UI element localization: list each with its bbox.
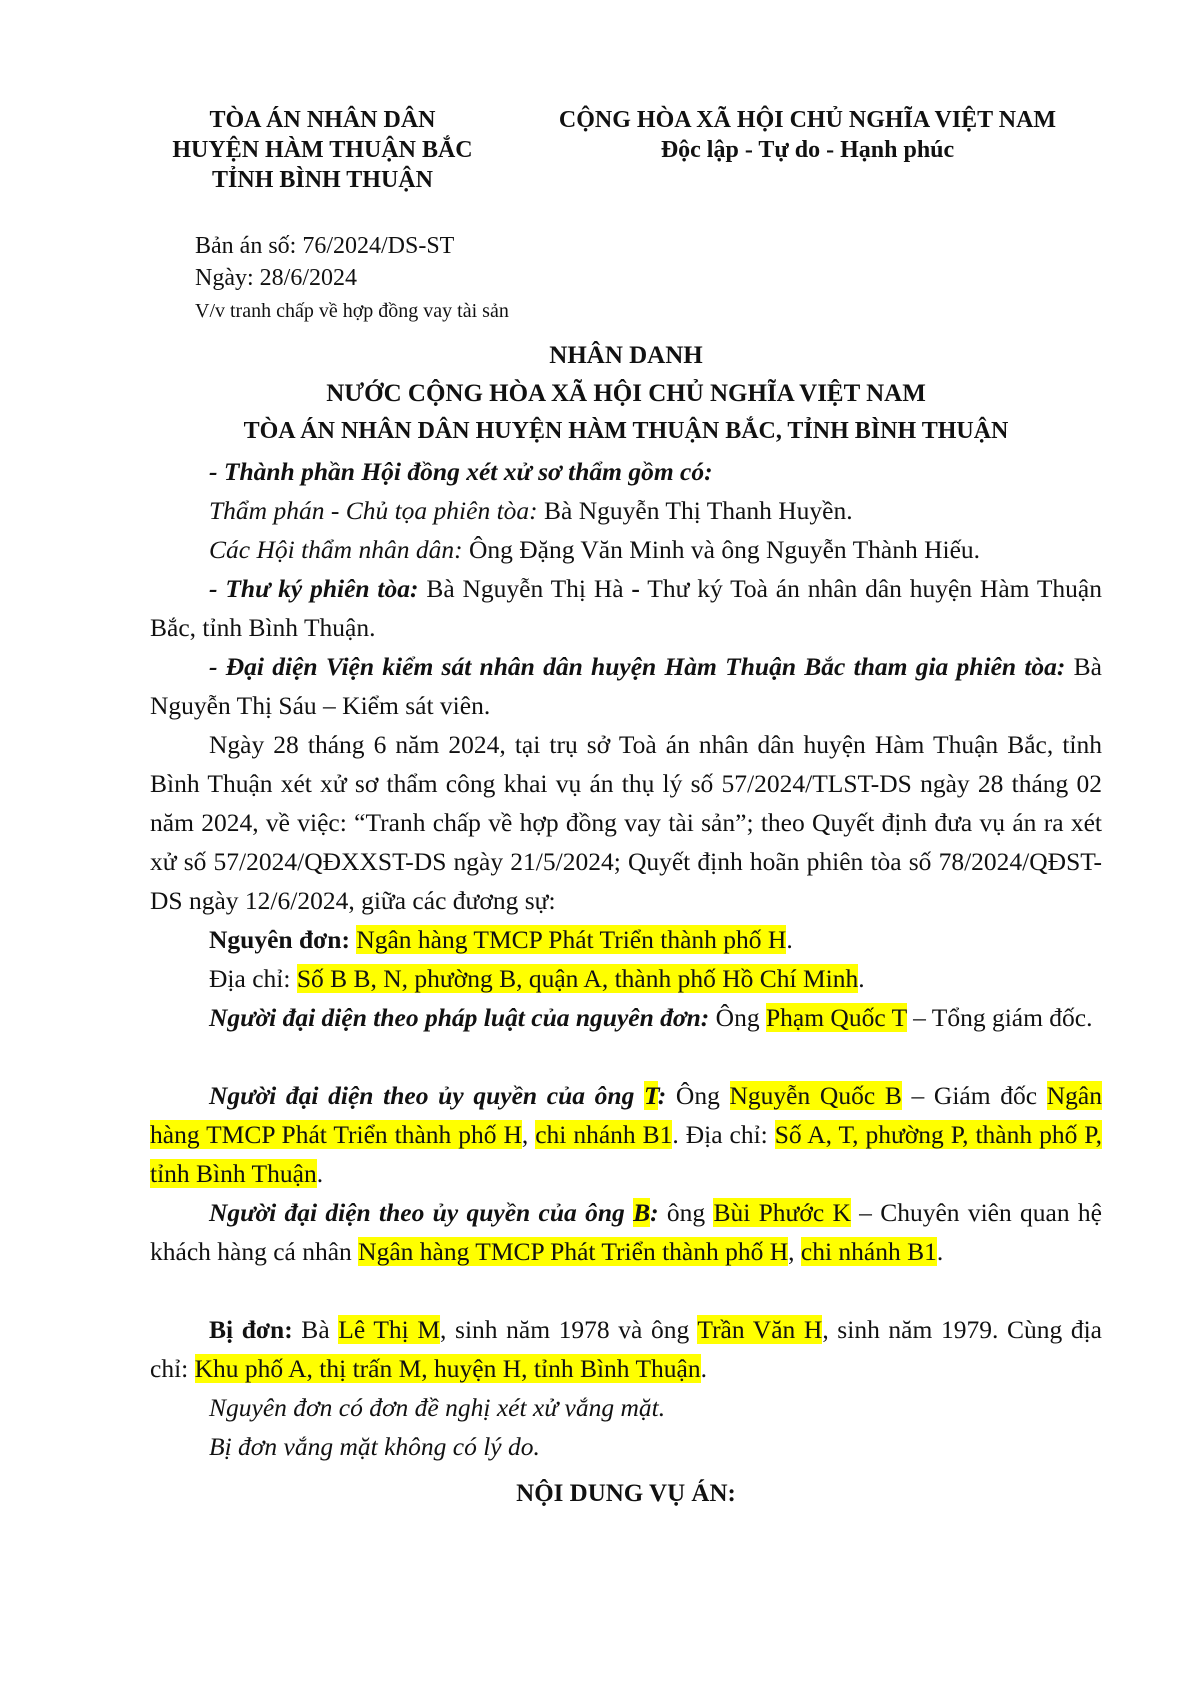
auth-rep1-position: – Giám đốc bbox=[901, 1081, 1047, 1110]
defendant-end: . bbox=[700, 1354, 707, 1383]
legal-rep-name: Phạm Quốc T bbox=[765, 1003, 907, 1032]
motto: Độc lập - Tự do - Hạnh phúc bbox=[660, 137, 955, 163]
plaintiff-address: Số B B, N, phường B, quận A, thành phố Hồ Chí Minh bbox=[296, 964, 859, 993]
clerk-paragraph bbox=[150, 569, 1102, 647]
court-header bbox=[150, 105, 495, 195]
auth-rep1-label: Người đại diện theo ủy quyền của ông bbox=[209, 1081, 645, 1110]
legal-rep-suffix: – Tổng giám đốc. bbox=[906, 1003, 1093, 1032]
section-heading: NỘI DUNG VỤ ÁN: bbox=[516, 1480, 736, 1507]
panel-judge bbox=[209, 491, 853, 530]
legal-rep-paragraph bbox=[150, 998, 1102, 1037]
plaintiff-line bbox=[209, 920, 793, 959]
defendant-address-label: , sinh năm 1979. Cùng địa chỉ: bbox=[150, 1315, 1102, 1383]
auth-rep1-address: Số A, T, phường P, thành phố P, tỉnh Bình Thuận bbox=[150, 1120, 1103, 1188]
country-header bbox=[545, 105, 1070, 165]
clerk-label: - Thư ký phiên tòa: bbox=[209, 574, 419, 603]
judge-name: Bà Nguyễn Thị Thanh Huyền. bbox=[537, 496, 853, 525]
auth-rep2-label-name: B bbox=[633, 1198, 651, 1227]
address-end: . bbox=[858, 964, 865, 993]
assessors-label: Các Hội thẩm nhân dân: bbox=[209, 535, 463, 564]
auth-rep2-colon: : bbox=[650, 1198, 659, 1227]
panel-assessors bbox=[209, 530, 980, 569]
legal-rep-prefix: Ông bbox=[709, 1003, 766, 1032]
auth-rep1-comma: , bbox=[521, 1120, 536, 1149]
plaintiff-end: . bbox=[786, 925, 793, 954]
plaintiff-label: Nguyên đơn: bbox=[209, 925, 350, 954]
auth-rep2-position: – Chuyên viên quan hệ khách hàng cá nhân bbox=[150, 1198, 1102, 1266]
defendant-mid: , sinh năm 1978 và ông bbox=[440, 1315, 698, 1344]
case-number: Bản án số: 76/2024/DS-ST bbox=[195, 233, 455, 259]
auth-rep2-paragraph bbox=[150, 1193, 1102, 1271]
auth-rep1-colon: : bbox=[657, 1081, 667, 1110]
procuracy-paragraph bbox=[150, 647, 1102, 725]
auth-rep2-bank: Ngân hàng TMCP Phát Triển thành phố H bbox=[358, 1237, 789, 1266]
auth-rep2-end: . bbox=[936, 1237, 944, 1266]
note-defendant-absent: Bị đơn vắng mặt không có lý do. bbox=[209, 1432, 540, 1461]
auth-rep2-label: Người đại diện theo ủy quyền của ông bbox=[209, 1198, 634, 1227]
auth-rep1-end: . bbox=[316, 1159, 324, 1188]
clerk-text-2: Thư ký Toà án nhân dân huyện Hàm Thuận Bắc, tỉnh Bình Thuận. bbox=[150, 574, 1102, 642]
auth-rep1-name: Nguyễn Quốc B bbox=[729, 1081, 902, 1110]
clerk-text-1: Bà Nguyễn Thị Hà bbox=[418, 574, 632, 603]
court-line-1: TÒA ÁN NHÂN DÂN bbox=[209, 107, 436, 133]
auth-rep2-name: Bùi Phước K bbox=[713, 1198, 851, 1227]
case-subject: V/v tranh chấp về hợp đồng vay tài sản bbox=[195, 300, 509, 322]
case-date: Ngày: 28/6/2024 bbox=[195, 265, 357, 291]
panel-heading: - Thành phần Hội đồng xét xử sơ thẩm gồm có: bbox=[209, 457, 713, 486]
assessors-names: Ông Đặng Văn Minh và ông Nguyễn Thành Hiếu. bbox=[462, 535, 981, 564]
address-label: Địa chỉ: bbox=[209, 964, 297, 993]
auth-rep2-branch: chi nhánh B1 bbox=[800, 1237, 937, 1266]
auth-rep1-bank: Ngân hàng TMCP Phát Triển thành phố H bbox=[150, 1081, 1102, 1149]
title-country: NƯỚC CỘNG HÒA XÃ HỘI CHỦ NGHĨA VIỆT NAM bbox=[326, 380, 926, 407]
court-line-3: TỈNH BÌNH THUẬN bbox=[212, 167, 433, 193]
defendant-paragraph bbox=[150, 1310, 1102, 1388]
defendant-label: Bị đơn: bbox=[209, 1315, 293, 1344]
country-name: CỘNG HÒA XÃ HỘI CHỦ NGHĨA VIỆT NAM bbox=[558, 107, 1057, 133]
auth-rep1-branch: chi nhánh B1 bbox=[535, 1120, 673, 1149]
plaintiff-name: Ngân hàng TMCP Phát Triển thành phố H bbox=[356, 925, 787, 954]
title-court: TÒA ÁN NHÂN DÂN HUYỆN HÀM THUẬN BẮC, TỈNH BÌNH THUẬN bbox=[243, 418, 1009, 444]
title-in-the-name-of: NHÂN DANH bbox=[549, 342, 703, 369]
auth-rep1-prefix: Ông bbox=[666, 1081, 730, 1110]
court-line-2: HUYỆN HÀM THUẬN BẮC bbox=[172, 137, 473, 163]
auth-rep1-label-name: T bbox=[644, 1081, 658, 1110]
procuracy-label: - Đại diện Viện kiểm sát nhân dân huyện Hàm Thuận Bắc tham gia phiên tòa: bbox=[209, 652, 1066, 681]
auth-rep2-prefix: ông bbox=[658, 1198, 714, 1227]
auth-rep1-address-label: . Địa chỉ: bbox=[672, 1120, 775, 1149]
clerk-dash: - bbox=[631, 574, 640, 603]
defendant-prefix: Bà bbox=[292, 1315, 339, 1344]
defendant-name-2: Trần Văn H bbox=[697, 1315, 823, 1344]
note-plaintiff-absent: Nguyên đơn có đơn đề nghị xét xử vắng mặt. bbox=[209, 1393, 666, 1422]
judge-label: Thẩm phán - Chủ tọa phiên tòa: bbox=[209, 496, 538, 525]
plaintiff-address-line bbox=[209, 959, 865, 998]
defendant-name-1: Lê Thị M bbox=[338, 1315, 441, 1344]
auth-rep1-paragraph bbox=[150, 1076, 1102, 1193]
defendant-address: Khu phố A, thị trấn M, huyện H, tỉnh Bình Thuận bbox=[194, 1354, 701, 1383]
procuracy-text: Bà Nguyễn Thị Sáu – Kiểm sát viên. bbox=[150, 652, 1102, 720]
legal-rep-label: Người đại diện theo pháp luật của nguyên đơn: bbox=[209, 1003, 710, 1032]
hearing-paragraph: Ngày 28 tháng 6 năm 2024, tại trụ sở Toà án nhân dân huyện Hàm Thuận Bắc, tỉnh Bình Thuận xét xử sơ thẩm công khai vụ án thụ lý số 57/2024/TLST-DS ngày 28 tháng 02 năm 2024, về việc: “Tranh chấp về hợp đồng vay tài sản”; theo Quyết định đưa vụ án ra xét xử số 57/2024/QĐXXST-DS ngày 21/5/2024; Quyết định hoãn phiên tòa số 78/2024/QĐST-DS ngày 12/6/2024, giữa các đương sự: bbox=[150, 730, 1102, 915]
auth-rep2-comma: , bbox=[788, 1237, 801, 1266]
